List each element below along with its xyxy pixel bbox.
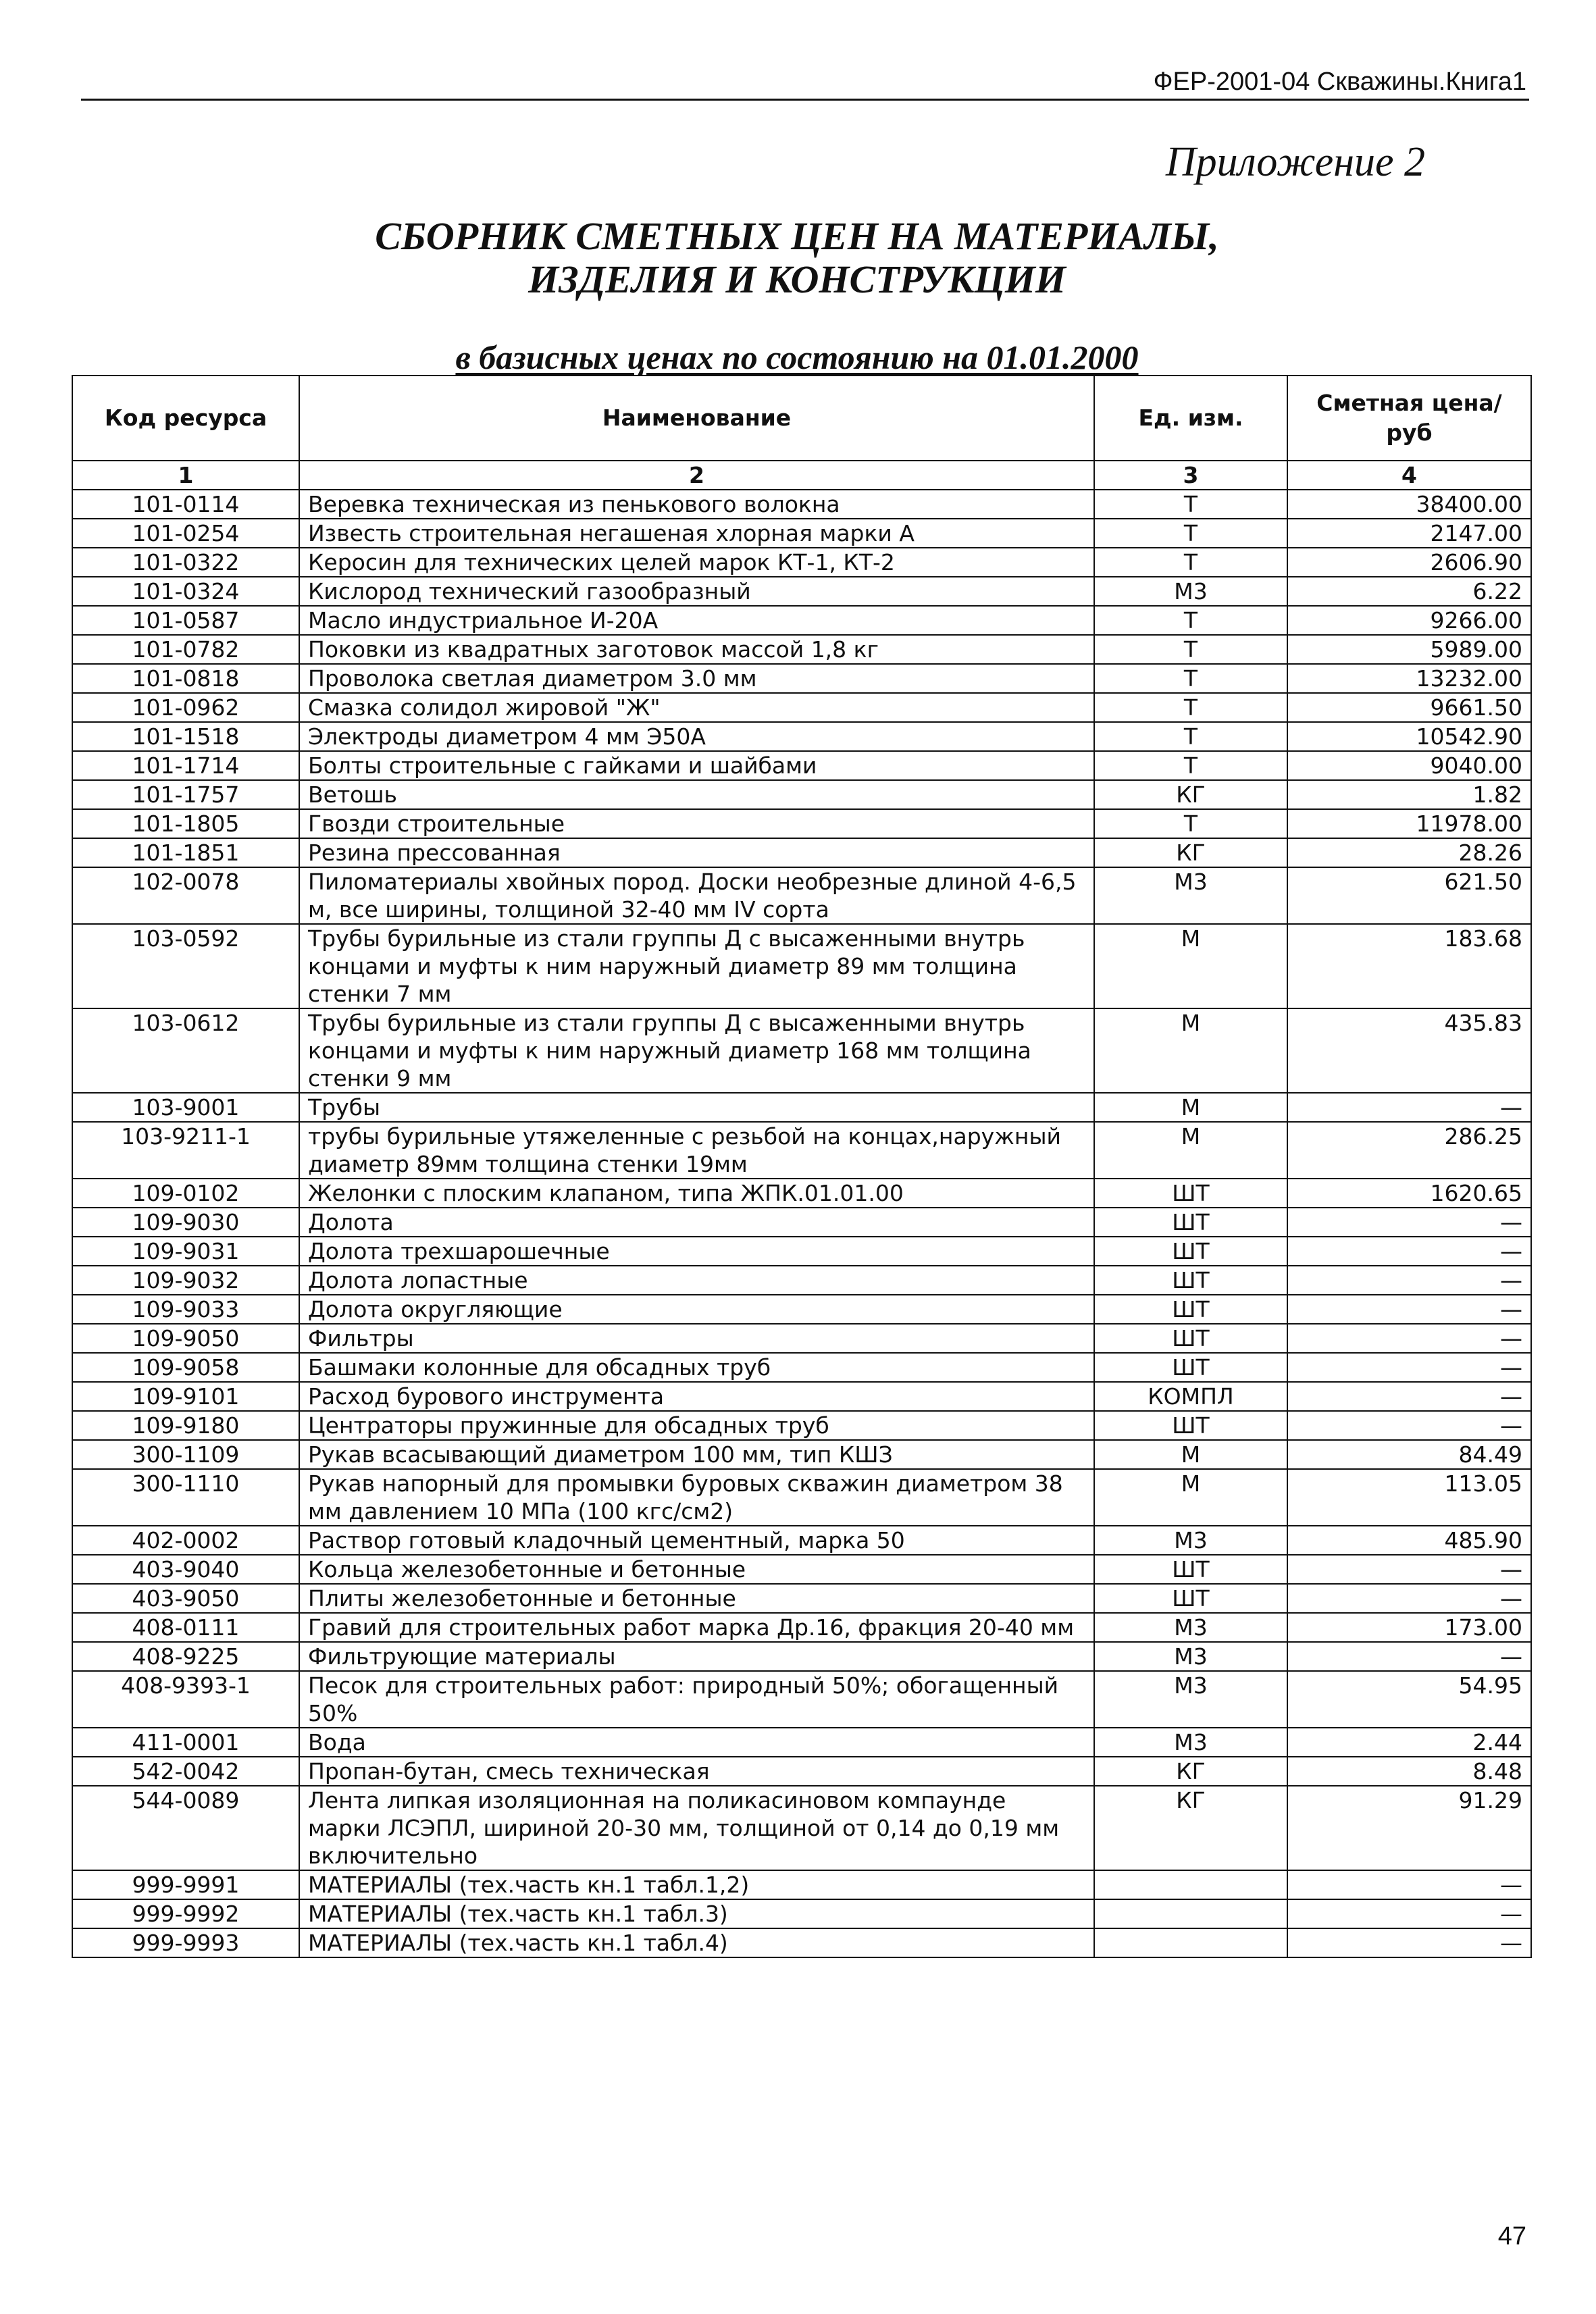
cell-price: 9266.00 [1287,606,1531,635]
table-row [72,1093,1531,1122]
cell-code: 109-9032 [72,1266,299,1295]
cell-price: 38400.00 [1287,490,1531,519]
table-row [72,809,1531,838]
cell-price: 11978.00 [1287,809,1531,838]
cell-name: Песок для строительных работ: природный 50%; обогащенный 50% [299,1671,1094,1728]
column-number-row [72,461,1531,490]
cell-code: 403-9040 [72,1555,299,1584]
cell-price: — [1287,1928,1531,1957]
table-row [72,1786,1531,1870]
cell-name: Плиты железобетонные и бетонные [299,1584,1094,1613]
cell-price: 183.68 [1287,924,1531,1008]
cell-unit: КГ [1094,1757,1287,1786]
cell-price: 286.25 [1287,1122,1531,1179]
cell-name: Башмаки колонные для обсадных труб [299,1353,1094,1382]
cell-unit: М [1094,924,1287,1008]
cell-code: 544-0089 [72,1786,299,1870]
cell-code: 102-0078 [72,867,299,924]
cell-name: Масло индустриальное И-20А [299,606,1094,635]
cell-price: 435.83 [1287,1008,1531,1093]
cell-name: Ветошь [299,780,1094,809]
page-number: 47 [1497,2222,1526,2251]
document-subtitle: в базисных ценах по состоянию на 01.01.2000 [455,338,1139,376]
document-title [290,215,1304,301]
cell-price: — [1287,1555,1531,1584]
cell-price: 54.95 [1287,1671,1531,1728]
cell-code: 109-9058 [72,1353,299,1382]
cell-code: 403-9050 [72,1584,299,1613]
column-number: 2 [299,461,1094,490]
cell-name: Кольца железобетонные и бетонные [299,1555,1094,1584]
cell-name: Раствор готовый кладочный цементный, марка 50 [299,1526,1094,1555]
table-row [72,1870,1531,1899]
cell-unit: М [1094,1122,1287,1179]
cell-name: Пропан-бутан, смесь техническая [299,1757,1094,1786]
table-row [72,1584,1531,1613]
cell-price: 1620.65 [1287,1179,1531,1208]
table-row [72,1266,1531,1295]
cell-name: Трубы [299,1093,1094,1122]
cell-unit: КГ [1094,780,1287,809]
cell-code: 103-9211-1 [72,1122,299,1179]
cell-name: Резина прессованная [299,838,1094,867]
cell-name: Пиломатериалы хвойных пород. Доски необрезные длиной 4-6,5 м, все ширины, толщиной 32-40 мм IV сорта [299,867,1094,924]
cell-code: 109-9180 [72,1411,299,1440]
cell-code: 109-9101 [72,1382,299,1411]
table-row [72,1353,1531,1382]
table-row [72,1208,1531,1237]
cell-unit: КОМПЛ [1094,1382,1287,1411]
cell-unit: ШТ [1094,1266,1287,1295]
cell-price: 8.48 [1287,1757,1531,1786]
cell-code: 300-1109 [72,1440,299,1469]
cell-name: Проволока светлая диаметром 3.0 мм [299,664,1094,693]
cell-name: Трубы бурильные из стали группы Д с высаженными внутрь концами и муфты к ним наружный диаметр 168 мм толщина стенки 9 мм [299,1008,1094,1093]
table-row [72,1642,1531,1671]
cell-name: Веревка техническая из пенькового волокна [299,490,1094,519]
cell-code: 411-0001 [72,1728,299,1757]
column-header-price: Сметная цена/руб [1287,376,1531,461]
cell-name: Гвозди строительные [299,809,1094,838]
cell-code: 101-0587 [72,606,299,635]
table-row [72,1757,1531,1786]
cell-name: Долота округляющие [299,1295,1094,1324]
cell-code: 101-0114 [72,490,299,519]
cell-unit: Т [1094,490,1287,519]
table-row [72,577,1531,606]
column-number: 1 [72,461,299,490]
table-body [72,461,1531,1957]
cell-price: 28.26 [1287,838,1531,867]
cell-unit: М3 [1094,867,1287,924]
cell-name: Рукав напорный для промывки буровых скважин диаметром 38 мм давлением 10 МПа (100 кгс/см2) [299,1469,1094,1526]
cell-price: 485.90 [1287,1526,1531,1555]
table-row [72,606,1531,635]
table-row [72,1324,1531,1353]
cell-price: — [1287,1382,1531,1411]
cell-name: Долота [299,1208,1094,1237]
cell-unit: ШТ [1094,1411,1287,1440]
cell-name: Желонки с плоским клапаном, типа ЖПК.01.01.00 [299,1179,1094,1208]
cell-name: Трубы бурильные из стали группы Д с высаженными внутрь концами и муфты к ним наружный диаметр 89 мм толщина стенки 7 мм [299,924,1094,1008]
table-row [72,1122,1531,1179]
table-row [72,838,1531,867]
table-row [72,1295,1531,1324]
column-number: 3 [1094,461,1287,490]
cell-unit: ШТ [1094,1324,1287,1353]
cell-name: МАТЕРИАЛЫ (тех.часть кн.1 табл.4) [299,1928,1094,1957]
cell-unit: КГ [1094,1786,1287,1870]
cell-code: 408-0111 [72,1613,299,1642]
cell-name: Фильтры [299,1324,1094,1353]
cell-name: МАТЕРИАЛЫ (тех.часть кн.1 табл.3) [299,1899,1094,1928]
table-row [72,1179,1531,1208]
cell-price: 6.22 [1287,577,1531,606]
cell-price: 2606.90 [1287,548,1531,577]
cell-name: Поковки из квадратных заготовок массой 1,8 кг [299,635,1094,664]
table-row [72,1613,1531,1642]
cell-code: 300-1110 [72,1469,299,1526]
cell-unit: Т [1094,635,1287,664]
cell-price: — [1287,1266,1531,1295]
cell-unit: Т [1094,722,1287,751]
table-row [72,867,1531,924]
cell-name: Вода [299,1728,1094,1757]
table-row [72,635,1531,664]
cell-code: 408-9393-1 [72,1671,299,1728]
running-title: ФЕР-2001-04 Скважины.Книга1 [1153,68,1526,96]
table-row [72,1469,1531,1526]
cell-name: Кислород технический газообразный [299,577,1094,606]
cell-name: Лента липкая изоляционная на поликасиновом компаунде марки ЛСЭПЛ, шириной 20-30 мм, толщиной от 0,14 до 0,19 мм включительно [299,1786,1094,1870]
table-row [72,1382,1531,1411]
table-row [72,1928,1531,1957]
table-row [72,1526,1531,1555]
cell-name: Известь строительная негашеная хлорная марки А [299,519,1094,548]
cell-price: — [1287,1870,1531,1899]
table-row [72,664,1531,693]
cell-code: 101-1805 [72,809,299,838]
cell-unit: ШТ [1094,1237,1287,1266]
cell-unit: Т [1094,693,1287,722]
cell-code: 101-0962 [72,693,299,722]
cell-code: 999-9992 [72,1899,299,1928]
cell-price: 621.50 [1287,867,1531,924]
table-header-row [72,376,1531,461]
cell-price: 1.82 [1287,780,1531,809]
cell-unit [1094,1899,1287,1928]
cell-name: Электроды диаметром 4 мм Э50А [299,722,1094,751]
column-number: 4 [1287,461,1531,490]
table-row [72,780,1531,809]
cell-name: Расход бурового инструмента [299,1382,1094,1411]
cell-code: 109-9030 [72,1208,299,1237]
cell-name: Смазка солидол жировой "Ж" [299,693,1094,722]
cell-unit [1094,1928,1287,1957]
cell-unit: М [1094,1093,1287,1122]
cell-unit: Т [1094,751,1287,780]
appendix-label: Приложение 2 [1165,139,1425,185]
table-row [72,1728,1531,1757]
cell-price: — [1287,1411,1531,1440]
cell-price: 84.49 [1287,1440,1531,1469]
cell-unit: Т [1094,548,1287,577]
cell-code: 101-1518 [72,722,299,751]
cell-unit: М [1094,1440,1287,1469]
cell-name: Гравий для строительных работ марка Др.16, фракция 20-40 мм [299,1613,1094,1642]
table-row [72,1671,1531,1728]
column-header-unit: Ед. изм. [1094,376,1287,461]
cell-unit: М3 [1094,1671,1287,1728]
cell-price: — [1287,1295,1531,1324]
cell-name: Долота лопастные [299,1266,1094,1295]
cell-price: 5989.00 [1287,635,1531,664]
cell-unit: ШТ [1094,1353,1287,1382]
cell-unit: ШТ [1094,1208,1287,1237]
cell-unit: Т [1094,606,1287,635]
cell-code: 999-9991 [72,1870,299,1899]
cell-name: МАТЕРИАЛЫ (тех.часть кн.1 табл.1,2) [299,1870,1094,1899]
cell-price: 10542.90 [1287,722,1531,751]
cell-code: 101-0324 [72,577,299,606]
cell-price: 2147.00 [1287,519,1531,548]
cell-price: — [1287,1324,1531,1353]
title-line-1: СБОРНИК СМЕТНЫХ ЦЕН НА МАТЕРИАЛЫ, [375,214,1219,258]
price-table [72,375,1532,1958]
cell-unit: М3 [1094,1728,1287,1757]
cell-code: 101-0782 [72,635,299,664]
cell-unit: ШТ [1094,1295,1287,1324]
cell-price: — [1287,1093,1531,1122]
table-row [72,490,1531,519]
cell-name: Долота трехшарошечные [299,1237,1094,1266]
cell-name: Центраторы пружинные для обсадных труб [299,1411,1094,1440]
cell-price: — [1287,1584,1531,1613]
cell-unit: КГ [1094,838,1287,867]
cell-code: 101-1714 [72,751,299,780]
cell-code: 101-0322 [72,548,299,577]
cell-price: — [1287,1353,1531,1382]
cell-name: трубы бурильные утяжеленные с резьбой на концах,наружный диаметр 89мм толщина стенки 19мм [299,1122,1094,1179]
table-row [72,722,1531,751]
cell-unit: ШТ [1094,1555,1287,1584]
cell-code: 109-9050 [72,1324,299,1353]
cell-unit: Т [1094,664,1287,693]
cell-unit: ШТ [1094,1584,1287,1613]
cell-unit: ШТ [1094,1179,1287,1208]
cell-code: 103-0592 [72,924,299,1008]
table-row [72,519,1531,548]
table-row [72,1440,1531,1469]
cell-price: 13232.00 [1287,664,1531,693]
table-row [72,1237,1531,1266]
cell-code: 109-9031 [72,1237,299,1266]
table-row [72,1411,1531,1440]
cell-code: 999-9993 [72,1928,299,1957]
table-row [72,693,1531,722]
header-rule [81,99,1529,101]
cell-unit: Т [1094,519,1287,548]
cell-code: 101-1757 [72,780,299,809]
cell-price: — [1287,1642,1531,1671]
cell-code: 101-1851 [72,838,299,867]
cell-price: — [1287,1237,1531,1266]
cell-unit: М3 [1094,1642,1287,1671]
cell-code: 101-0254 [72,519,299,548]
cell-name: Фильтрующие материалы [299,1642,1094,1671]
table-row [72,1899,1531,1928]
cell-price: 2.44 [1287,1728,1531,1757]
column-header-code: Код ресурса [72,376,299,461]
cell-price: 91.29 [1287,1786,1531,1870]
cell-code: 408-9225 [72,1642,299,1671]
cell-unit: М [1094,1469,1287,1526]
cell-unit: М3 [1094,577,1287,606]
cell-code: 402-0002 [72,1526,299,1555]
table-row [72,1555,1531,1584]
cell-price: 173.00 [1287,1613,1531,1642]
cell-code: 109-0102 [72,1179,299,1208]
cell-unit: М [1094,1008,1287,1093]
cell-name: Болты строительные с гайками и шайбами [299,751,1094,780]
cell-code: 103-9001 [72,1093,299,1122]
cell-price: — [1287,1899,1531,1928]
cell-unit: М3 [1094,1526,1287,1555]
table-row [72,751,1531,780]
table-row [72,924,1531,1008]
cell-unit: Т [1094,809,1287,838]
cell-unit [1094,1870,1287,1899]
cell-name: Керосин для технических целей марок КТ-1, КТ-2 [299,548,1094,577]
cell-price: 9040.00 [1287,751,1531,780]
cell-name: Рукав всасывающий диаметром 100 мм, тип КШЗ [299,1440,1094,1469]
title-line-2: ИЗДЕЛИЯ И КОНСТРУКЦИИ [528,257,1066,301]
table-row [72,1008,1531,1093]
cell-price: 113.05 [1287,1469,1531,1526]
cell-code: 542-0042 [72,1757,299,1786]
table-row [72,548,1531,577]
column-header-name: Наименование [299,376,1094,461]
cell-code: 101-0818 [72,664,299,693]
cell-price: 9661.50 [1287,693,1531,722]
cell-price: — [1287,1208,1531,1237]
cell-code: 109-9033 [72,1295,299,1324]
cell-code: 103-0612 [72,1008,299,1093]
cell-unit: М3 [1094,1613,1287,1642]
